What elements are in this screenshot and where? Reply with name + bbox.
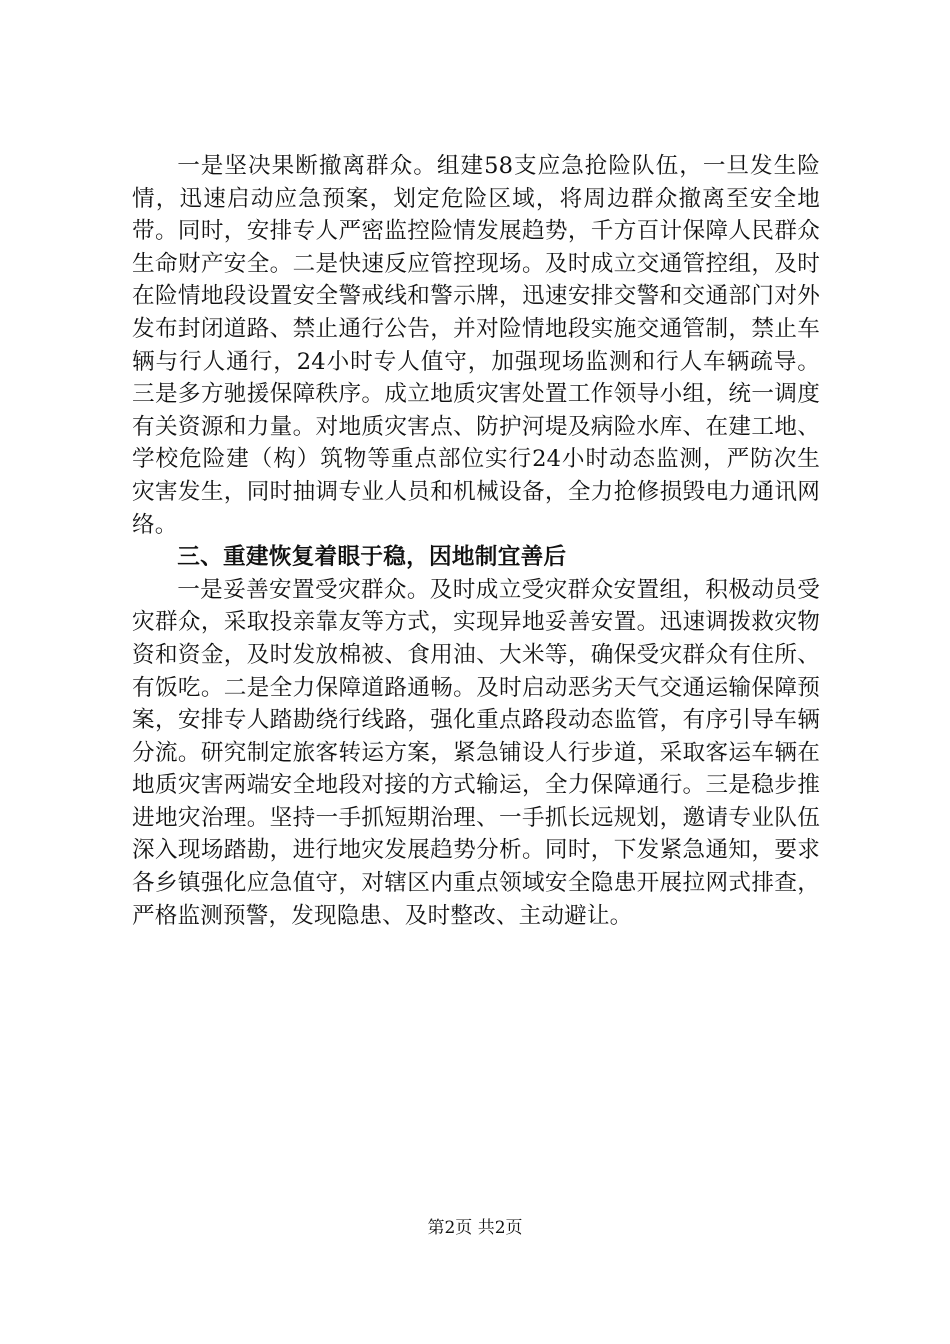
page-footer: 第2页 共2页 (427, 1218, 523, 1238)
section-heading-reconstruction: 三、重建恢复着眼于稳，因地制宜善后 (177, 544, 567, 571)
document-body (132, 150, 820, 932)
paragraph-emergency-response: 一是坚决果断撤离群众。组建58支应急抢险队伍，一旦发生险情，迅速启动应急预案，划定危险区域，将周边群众撤离至安全地带。同时，安排专人严密监控险情发展趋势，千方百计保障人民群众生命财产安全。二是快速反应管控现场。及时成立交通管控组，及时在险情地段设置安全警戒线和警示牌，迅速安排交警和交通部门对外发布封闭道路、禁止通行公告，并对险情地段实施交通管制，禁止车辆与行人通行，24小时专人值守，加强现场监测和行人车辆疏导。三是多方驰援保障秩序。成立地质灾害处置工作领导小组，统一调度有关资源和力量。对地质灾害点、防护河堤及病险水库、在建工地、学校危险建（构）筑物等重点部位实行24小时动态监测，严防次生灾害发生，同时抽调专业人员和机械设备，全力抢修损毁电力通讯网络。 (132, 153, 820, 538)
paragraph-reconstruction: 一是妥善安置受灾群众。及时成立受灾群众安置组，积极动员受灾群众，采取投亲靠友等方式，实现异地妥善安置。迅速调拨救灾物资和资金，及时发放棉被、食用油、大米等，确保受灾群众有住所、有饭吃。二是全力保障道路通畅。及时启动恶劣天气交通运输保障预案，安排专人踏勘绕行线路，强化重点路段动态监管，有序引导车辆分流。研究制定旅客转运方案，紧急铺设人行步道，采取客运车辆在地质灾害两端安全地段对接的方式输运，全力保障通行。三是稳步推进地灾治理。坚持一手抓短期治理、一手抓长远规划，邀请专业队伍深入现场踏勘，进行地灾发展趋势分析。同时，下发紧急通知，要求各乡镇强化应急值守，对辖区内重点领域安全隐患开展拉网式排查，严格监测预警，发现隐患、及时整改、主动避让。 (132, 576, 820, 929)
